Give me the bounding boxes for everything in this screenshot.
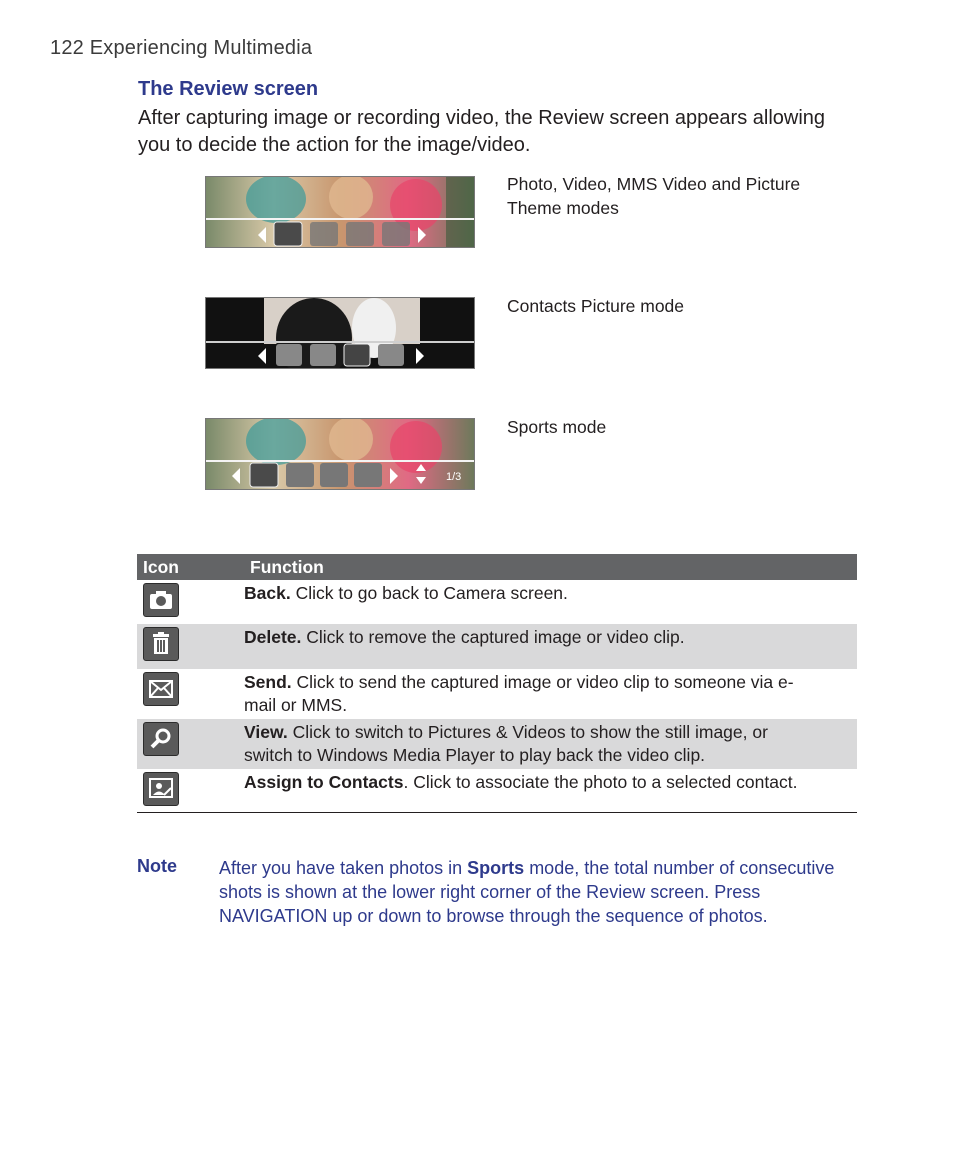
camera-icon bbox=[276, 344, 302, 366]
table-row bbox=[137, 669, 857, 719]
assign-contact-icon bbox=[344, 344, 370, 366]
header-function: Function bbox=[244, 554, 857, 580]
camera-icon bbox=[274, 222, 302, 246]
section-title: The Review screen bbox=[138, 78, 319, 100]
caption-photo-mode: Photo, Video, MMS Video and Picture Theme modes bbox=[507, 174, 801, 218]
trash-icon bbox=[310, 222, 338, 246]
function-title: Back. bbox=[244, 583, 291, 603]
caption-sports-mode: Sports mode bbox=[507, 417, 607, 437]
review-screen-contacts-mode bbox=[205, 297, 475, 369]
function-title: Send. bbox=[244, 672, 292, 692]
review-screen-photo-mode bbox=[205, 176, 475, 248]
note-text-bold: Sports bbox=[467, 858, 525, 878]
trash-icon bbox=[143, 627, 179, 661]
table-row bbox=[137, 580, 857, 624]
trash-icon bbox=[310, 344, 336, 366]
caption-contacts-mode: Contacts Picture mode bbox=[507, 296, 685, 316]
function-desc: Click to remove the captured image or video clip. bbox=[301, 627, 685, 647]
page-header: 122 Experiencing Multimedia bbox=[50, 37, 313, 59]
envelope-icon bbox=[320, 463, 348, 487]
function-desc: . Click to associate the photo to a selected contact. bbox=[403, 772, 798, 792]
function-desc: Click to switch to Pictures & Videos to show the still image, or switch to Windows Media Player to play back the video clip. bbox=[244, 722, 768, 765]
envelope-icon bbox=[143, 672, 179, 706]
trash-icon bbox=[286, 463, 314, 487]
shot-counter: 1/3 bbox=[446, 471, 462, 483]
magnifier-icon bbox=[378, 344, 404, 366]
note-text-before: After you have taken photos in bbox=[219, 858, 468, 878]
function-title: Assign to Contacts bbox=[244, 772, 404, 792]
function-desc: Click to send the captured image or video clip to someone via e-mail or MMS. bbox=[244, 672, 794, 715]
function-title: View. bbox=[244, 722, 288, 742]
function-desc: Click to go back to Camera screen. bbox=[290, 583, 568, 603]
review-screen-sports-mode bbox=[205, 418, 475, 490]
note-label: Note bbox=[137, 856, 177, 876]
table-header-row bbox=[137, 554, 857, 580]
table-bottom-rule bbox=[137, 812, 857, 813]
intro-paragraph: After capturing image or recording video, the Review screen appears allowing you to decide the action for the image/video. bbox=[138, 107, 826, 156]
camera-icon bbox=[250, 463, 278, 487]
icon-function-table bbox=[137, 554, 857, 811]
note-text-after: mode, the total number of consecutive shots is shown at the lower right corner of the Review screen. Press NAVIGATION up or down to browse through the sequence of photos. bbox=[219, 858, 835, 926]
table-row bbox=[137, 769, 857, 811]
camera-icon bbox=[143, 583, 179, 617]
note-text bbox=[219, 856, 849, 928]
magnifier-icon bbox=[382, 222, 410, 246]
function-title: Delete. bbox=[244, 627, 302, 647]
table-row bbox=[137, 719, 857, 769]
magnifier-icon bbox=[143, 722, 179, 756]
magnifier-icon bbox=[354, 463, 382, 487]
table-row bbox=[137, 624, 857, 669]
header-icon: Icon bbox=[137, 554, 244, 580]
envelope-icon bbox=[346, 222, 374, 246]
assign-contact-icon bbox=[143, 772, 179, 806]
